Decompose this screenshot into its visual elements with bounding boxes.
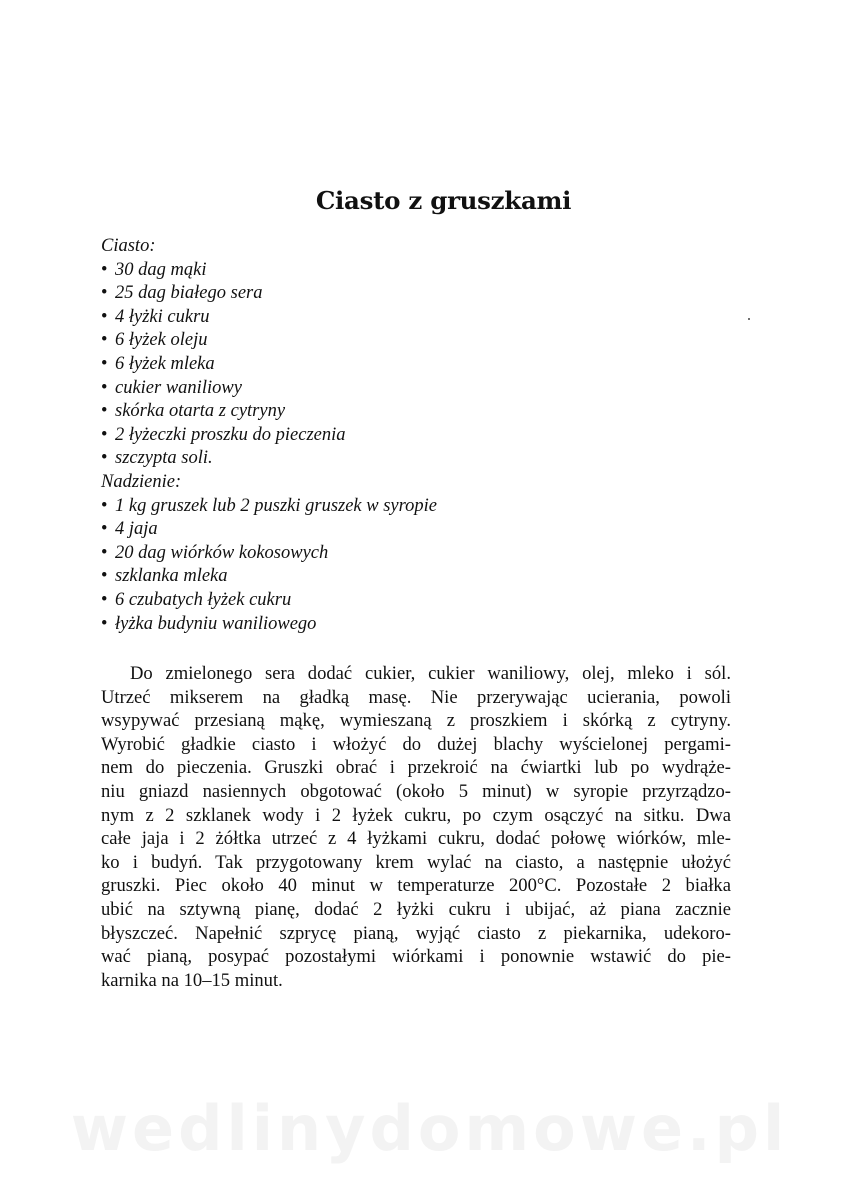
bullet-icon: • xyxy=(101,519,108,540)
instruction-line: ubić na sztywną pianę, dodać 2 łyżki cukru i ubijać, aż piana zacznie xyxy=(101,898,731,920)
bullet-icon: • xyxy=(101,448,108,469)
bullet-icon: • xyxy=(101,424,108,445)
list-item: • 25 dag białego sera xyxy=(101,282,661,306)
instruction-line: nym z 2 szklanek wody i 2 łyżek cukru, po czym osączyć na sitku. Dwa xyxy=(101,804,731,826)
list-item: • skórka otarta z cytryny xyxy=(101,400,661,424)
page-speck xyxy=(748,318,750,320)
bullet-icon: • xyxy=(101,566,108,587)
instruction-line: Wyrobić gładkie ciasto i włożyć do dużej blachy wyścielonej pergami- xyxy=(101,733,731,755)
list-item: • 1 kg gruszek lub 2 puszki gruszek w syropie xyxy=(101,495,661,519)
list-item: • cukier waniliowy xyxy=(101,377,661,401)
list-item: • 2 łyżeczki proszku do pieczenia xyxy=(101,424,661,448)
bullet-icon: • xyxy=(101,259,108,280)
instruction-line: karnika na 10–15 minut. xyxy=(101,969,283,991)
instruction-line: niu gniazd nasiennych obgotować (około 5 minut) w syropie przyrządzo- xyxy=(101,780,731,802)
filling-list xyxy=(101,495,661,637)
instructions-paragraph xyxy=(101,662,731,992)
recipe-title: Ciasto z gruszkami xyxy=(315,186,572,215)
bullet-icon: • xyxy=(101,377,108,398)
bullet-icon: • xyxy=(101,495,108,516)
list-item: • 30 dag mąki xyxy=(101,259,661,283)
filling-label: Nadzienie: xyxy=(101,471,182,492)
instruction-line: całe jaja i 2 żółtka utrzeć z 4 łyżkami cukru, dodać połowę wiórków, mle- xyxy=(101,828,731,850)
instruction-line: wsypywać przesianą mąkę, wymieszaną z proszkiem i skórką z cytryny. xyxy=(101,710,731,732)
instruction-line: Do zmielonego sera dodać cukier, cukier waniliowy, olej, mleko i sól. xyxy=(130,663,731,684)
list-item: • 4 łyżki cukru xyxy=(101,306,661,330)
watermark: wedlinydomowe.pl xyxy=(70,1092,789,1165)
bullet-icon: • xyxy=(101,306,108,327)
list-item: • łyżka budyniu waniliowego xyxy=(101,613,661,637)
ingredients-section xyxy=(101,235,661,636)
instruction-line: ko i budyń. Tak przygotowany krem wylać na ciasto, a następnie ułożyć xyxy=(101,851,731,873)
instruction-line: wać pianą, posypać pozostałymi wiórkami i ponownie wstawić do pie- xyxy=(101,946,731,968)
bullet-icon: • xyxy=(101,542,108,563)
instruction-line: nem do pieczenia. Gruszki obrać i przekroić na ćwiartki lub po wydrąże- xyxy=(101,757,731,779)
bullet-icon: • xyxy=(101,613,108,634)
list-item: • 4 jaja xyxy=(101,518,661,542)
instruction-line: błyszczeć. Napełnić szprycę pianą, wyjąć ciasto z piekarnika, udekoro- xyxy=(101,922,731,944)
instruction-line: gruszki. Piec około 40 minut w temperaturze 200°C. Pozostałe 2 białka xyxy=(101,875,731,897)
list-item: • 6 łyżek mleka xyxy=(101,353,661,377)
bullet-icon: • xyxy=(101,353,108,374)
dough-label: Ciasto: xyxy=(101,236,156,256)
list-item: • szklanka mleka xyxy=(101,565,661,589)
dough-list xyxy=(101,259,661,471)
bullet-icon: • xyxy=(101,401,108,422)
list-item: • 6 czubatych łyżek cukru xyxy=(101,589,661,613)
list-item: • 20 dag wiórków kokosowych xyxy=(101,542,661,566)
instruction-line: Utrzeć mikserem na gładką masę. Nie przerywając ucierania, powoli xyxy=(101,686,731,708)
list-item: • szczypta soli. xyxy=(101,447,661,471)
bullet-icon: • xyxy=(101,283,108,304)
bullet-icon: • xyxy=(101,330,108,351)
bullet-icon: • xyxy=(101,589,108,610)
list-item: • 6 łyżek oleju xyxy=(101,329,661,353)
